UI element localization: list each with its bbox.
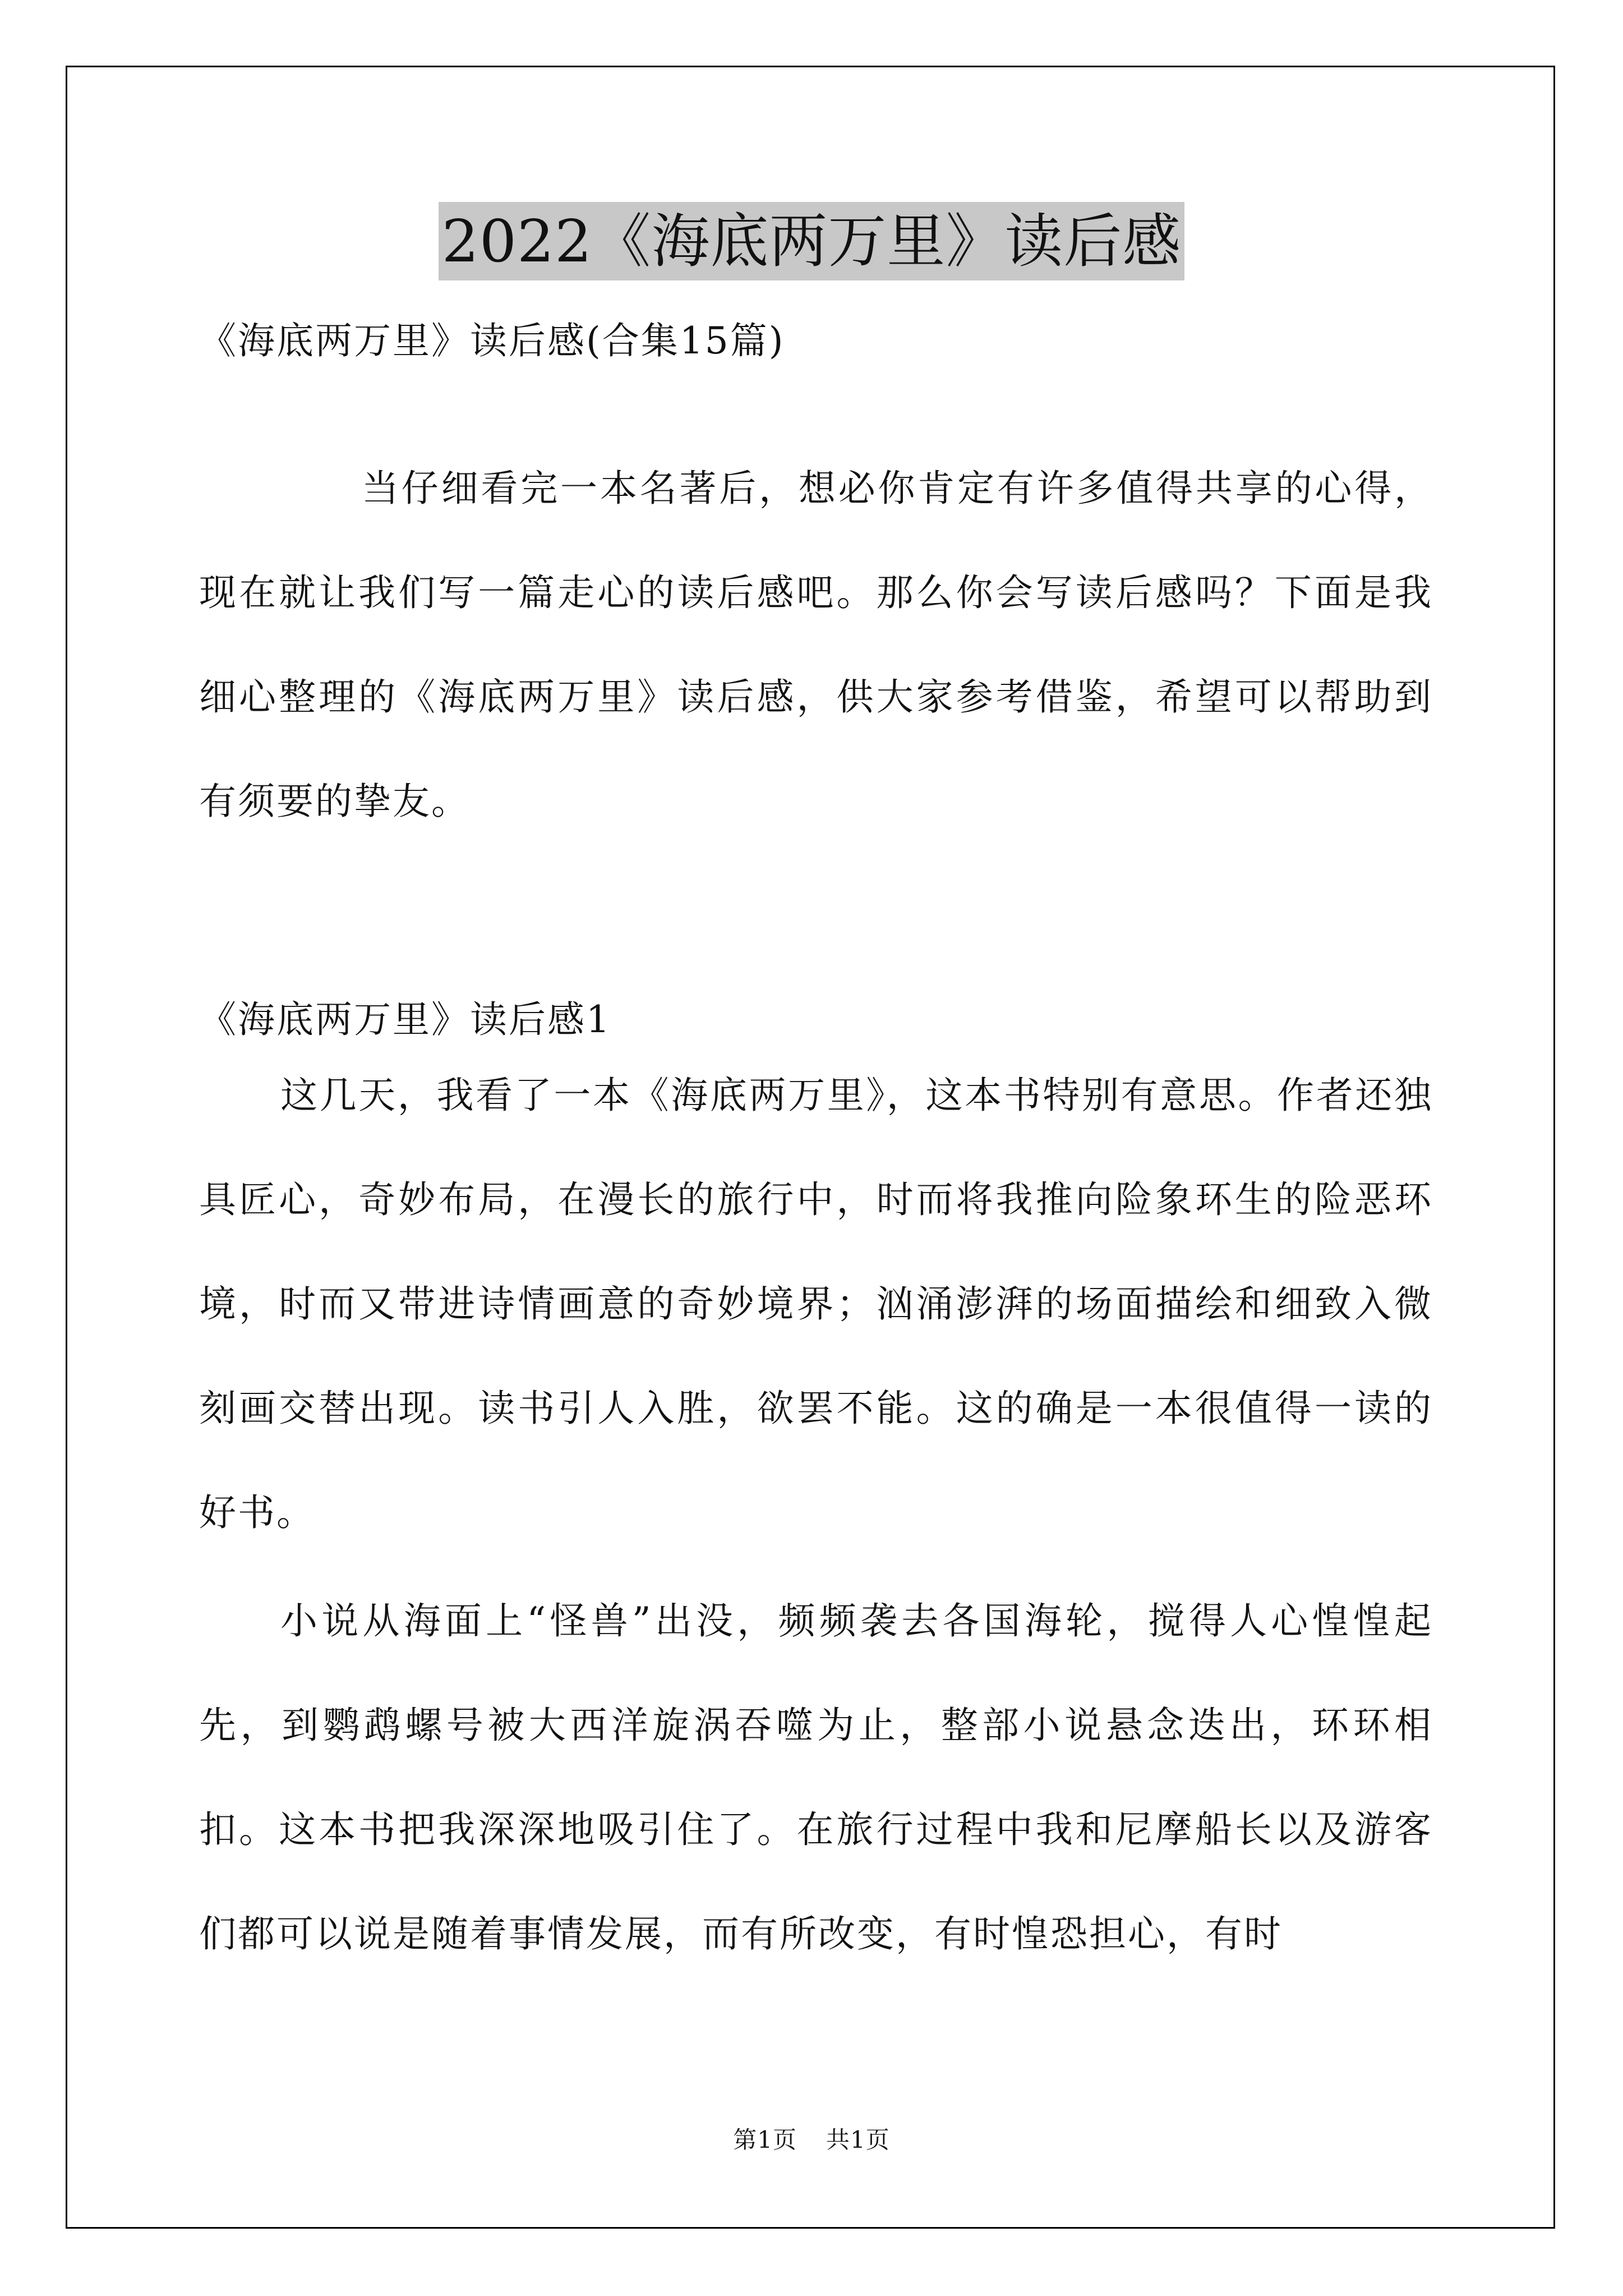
intro-paragraph: 当仔细看完一本名著后，想必你肯定有许多值得共享的心得，现在就让我们写一篇走心的读后感吧。那么你会写读后感吗？下面是我细心整理的《海底两万里》读后感，供大家参考借鉴，希望可以帮助到有须要的挚友。 bbox=[199, 467, 1433, 823]
body-paragraph: 这几天，我看了一本《海底两万里》，这本书特别有意思。作者还独具匠心，奇妙布局，在漫长的旅行中，时而将我推向险象环生的险恶环境，时而又带进诗情画意的奇妙境界；汹涌澎湃的场面描绘和细致入微刻画交替出现。读书引人入胜，欲罢不能。这的确是一本很值得一读的好书。 bbox=[199, 1074, 1433, 1534]
document-title: 2022《海底两万里》读后感 bbox=[439, 202, 1185, 280]
page-number-current: 第1页 bbox=[733, 2126, 797, 2154]
body-paragraph: 小说从海面上“怪兽”出没，频频袭去各国海轮，搅得人心惶惶起先，到鹦鹉螺号被大西洋旋涡吞噬为止，整部小说悬念迭出，环环相扣。这本书把我深深地吸引住了。在旅行过程中我和尼摩船长以及游客们都可以说是随着事情发展，而有所改变，有时惶恐担心，有时 bbox=[199, 1599, 1433, 1955]
page-footer bbox=[0, 2123, 1623, 2157]
document-subtitle: 《海底两万里》读后感(合集15篇) bbox=[199, 319, 785, 362]
page-number-total: 共1页 bbox=[826, 2126, 890, 2154]
title-container bbox=[0, 202, 1623, 280]
section-heading: 《海底两万里》读后感1 bbox=[199, 998, 611, 1041]
